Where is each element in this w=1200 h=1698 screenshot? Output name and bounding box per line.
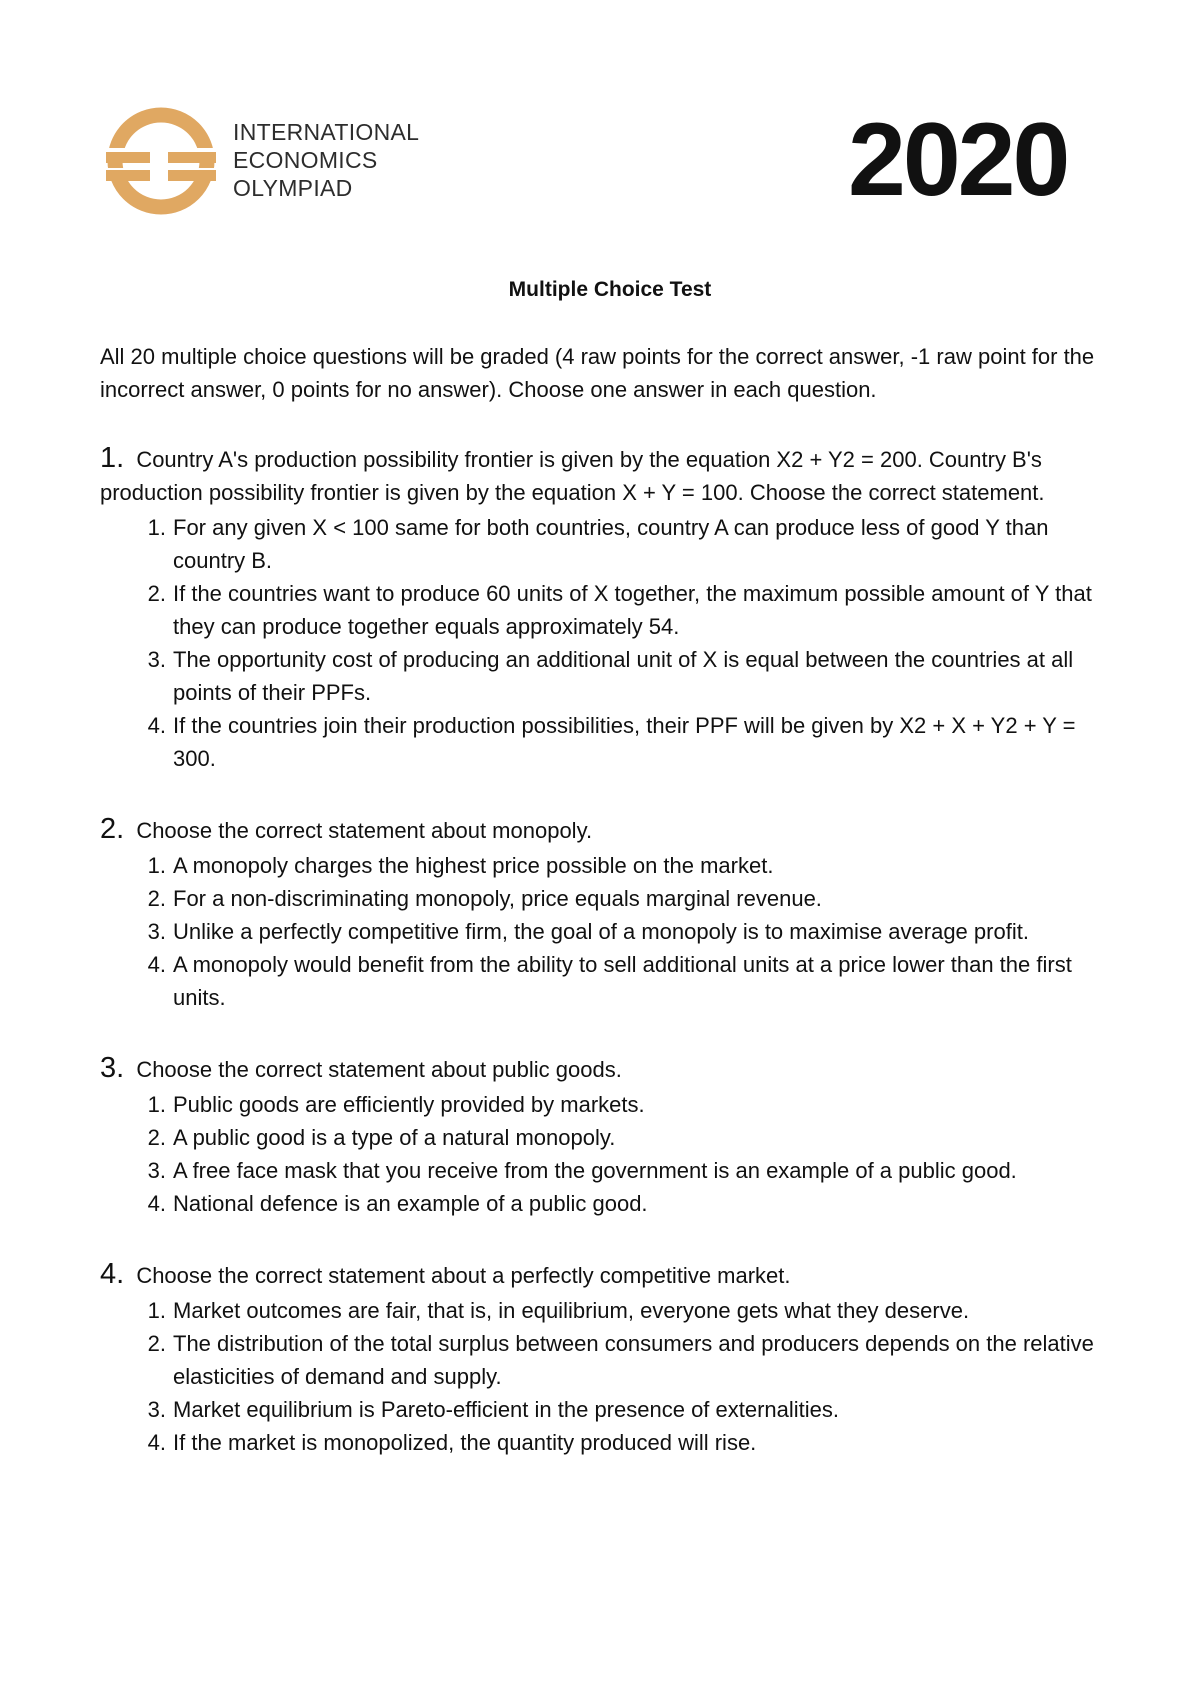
logo-line: INTERNATIONAL (233, 119, 420, 145)
answer-option (147, 1426, 1120, 1459)
logo-line: OLYMPIAD (233, 175, 353, 201)
option-text: Public goods are efficiently provided by markets. (173, 1092, 645, 1117)
option-text: The distribution of the total surplus between consumers and producers depends on the relative elasticities of demand and supply. (173, 1331, 1094, 1389)
option-text: Unlike a perfectly competitive firm, the goal of a monopoly is to maximise average profit. (173, 919, 1029, 944)
question-3 (100, 1052, 1120, 1220)
option-number: 3. (147, 1397, 166, 1422)
option-number: 3. (147, 647, 166, 672)
option-number: 4. (147, 1430, 166, 1455)
year-label: 2020 (848, 102, 1068, 218)
option-text: The opportunity cost of producing an additional unit of X is equal between the countries at all points of their PPFs. (173, 647, 1074, 705)
option-text: If the countries want to produce 60 units of X together, the maximum possible amount of Y that they can produce together equals approximately 54. (173, 581, 1092, 639)
answer-option (147, 511, 1120, 577)
question-number: 2. (100, 813, 125, 845)
answer-option (147, 709, 1120, 775)
option-number: 3. (147, 919, 166, 944)
option-text: Market outcomes are fair, that is, in equilibrium, everyone gets what they deserve. (173, 1298, 970, 1323)
question-number: 3. (100, 1052, 125, 1084)
question-text: Choose the correct statement about monopoly. (136, 818, 593, 843)
answer-option (147, 1393, 1120, 1426)
page-title: Multiple Choice Test (508, 278, 712, 301)
test-content (100, 340, 1120, 1497)
answer-option (147, 1121, 1120, 1154)
option-number: 1. (147, 1092, 166, 1117)
question-1 (100, 442, 1120, 775)
question-text: Choose the correct statement about public goods. (136, 1057, 622, 1082)
instructions: All 20 multiple choice questions will be graded (4 raw points for the correct answer, -1 raw point for the incorrect answer, 0 points for no answer). Choose one answer in each question. (100, 344, 1095, 402)
answer-option (147, 915, 1120, 948)
option-number: 1. (147, 1298, 166, 1323)
question-stem (100, 813, 1120, 847)
option-text: For a non-discriminating monopoly, price equals marginal revenue. (173, 886, 822, 911)
question-number: 1. (100, 442, 125, 474)
answer-option (147, 882, 1120, 915)
question-stem (100, 1052, 1120, 1086)
option-number: 1. (147, 515, 166, 540)
option-text: National defence is an example of a public good. (173, 1191, 648, 1216)
option-text: Market equilibrium is Pareto-efficient in the presence of externalities. (173, 1397, 840, 1422)
option-number: 3. (147, 1158, 166, 1183)
option-text: A free face mask that you receive from the government is an example of a public good. (173, 1158, 1017, 1183)
option-text: A monopoly would benefit from the ability to sell additional units at a price lower than the first units. (173, 952, 1072, 1010)
answer-option (147, 1327, 1120, 1393)
question-4 (100, 1258, 1120, 1459)
answer-options (100, 511, 1120, 775)
answer-option (147, 1088, 1120, 1121)
option-text: If the market is monopolized, the quantity produced will rise. (173, 1430, 757, 1455)
question-text: Choose the correct statement about a perfectly competitive market. (136, 1263, 791, 1288)
answer-option (147, 1294, 1120, 1327)
option-number: 2. (147, 1331, 166, 1356)
answer-options (100, 1294, 1120, 1459)
answer-option (147, 1154, 1120, 1187)
question-2 (100, 813, 1120, 1014)
page-header (0, 0, 1200, 240)
option-number: 4. (147, 952, 166, 977)
option-text: If the countries join their production possibilities, their PPF will be given by X2 + X + Y2 + Y = 300. (173, 713, 1076, 771)
answer-option (147, 948, 1120, 1014)
answer-options (100, 1088, 1120, 1220)
question-stem (100, 442, 1120, 509)
option-number: 4. (147, 713, 166, 738)
answer-option (147, 643, 1120, 709)
ieo-logo-icon (106, 106, 216, 216)
option-number: 4. (147, 1191, 166, 1216)
option-text: For any given X < 100 same for both countries, country A can produce less of good Y than country B. (173, 515, 1049, 573)
option-text: A monopoly charges the highest price possible on the market. (173, 853, 774, 878)
answer-option (147, 849, 1120, 882)
option-text: A public good is a type of a natural monopoly. (173, 1125, 616, 1150)
option-number: 2. (147, 886, 166, 911)
question-number: 4. (100, 1258, 125, 1290)
answer-option (147, 1187, 1120, 1220)
answer-option (147, 577, 1120, 643)
question-text: Country A's production possibility frontier is given by the equation X2 + Y2 = 200. Country B's production possibility frontier is given by the equation X + Y = 100. Choose the correct statement. (100, 447, 1045, 505)
option-number: 2. (147, 581, 166, 606)
question-stem (100, 1258, 1120, 1292)
logo-wordmark (233, 118, 419, 202)
option-number: 1. (147, 853, 166, 878)
option-number: 2. (147, 1125, 166, 1150)
answer-options (100, 849, 1120, 1014)
logo-line: ECONOMICS (233, 147, 378, 173)
